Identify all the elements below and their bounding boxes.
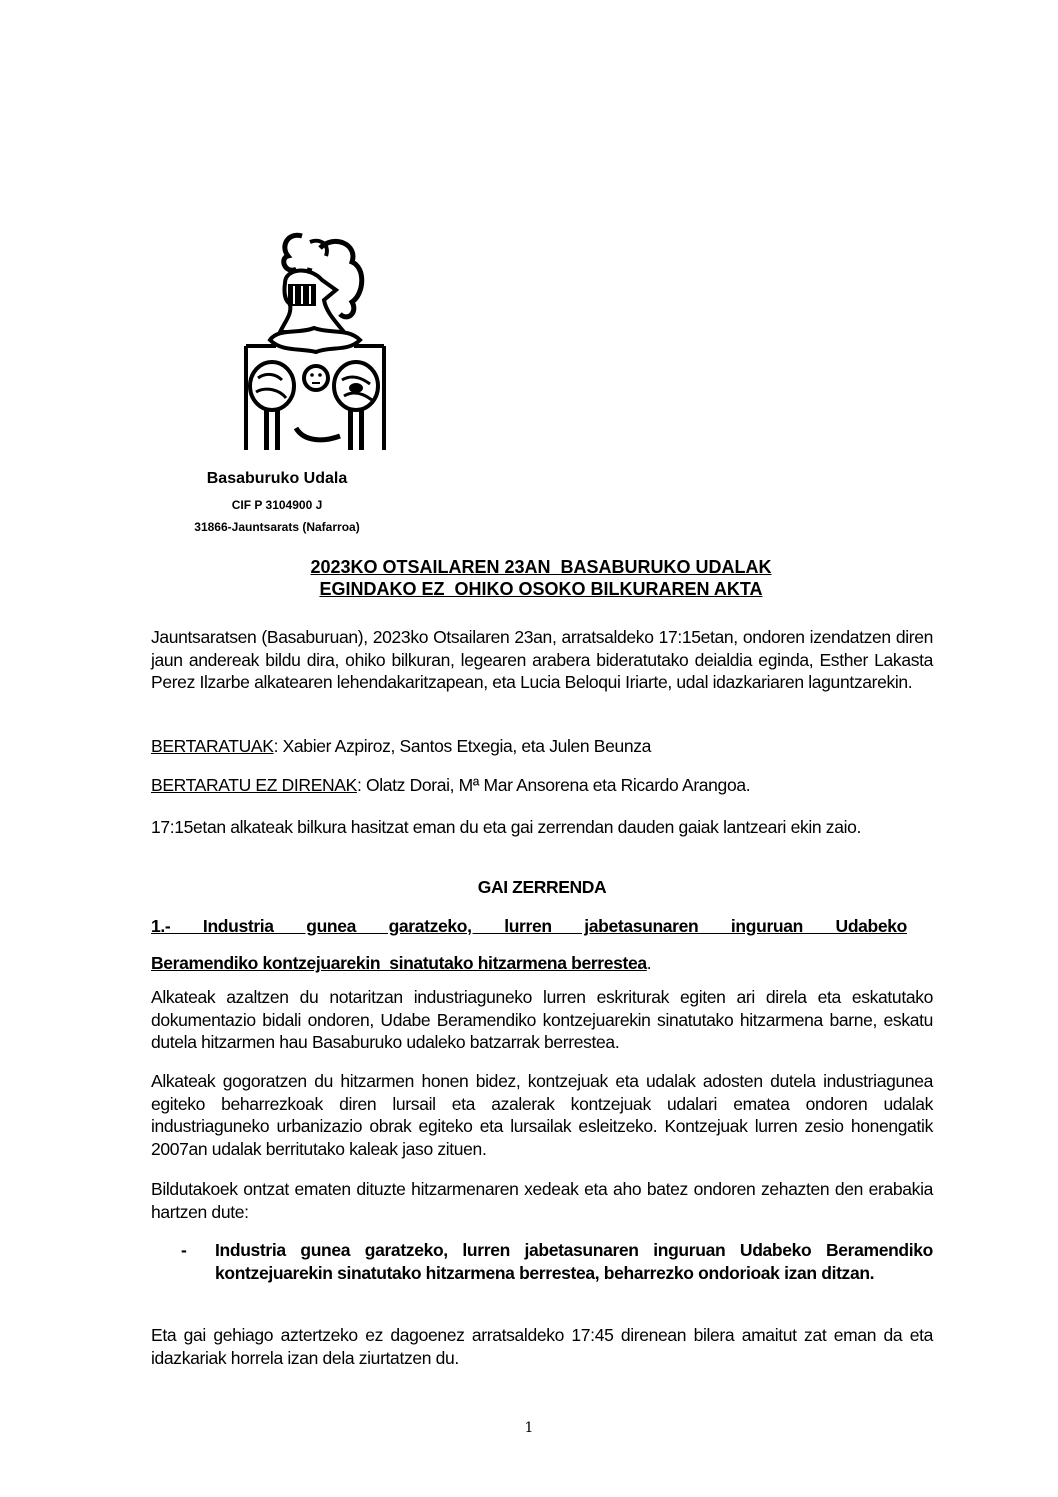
- organization-cif: CIF P 3104900 J: [231, 498, 323, 512]
- absentees-line: [151, 774, 933, 797]
- agenda-item-1-title-line-2: [151, 953, 651, 974]
- agenda-item-1-title-line-1: 1.- Industria gunea garatzeko, lurren jabetasunaren inguruan Udabeko: [151, 916, 907, 936]
- opening-paragraph: 17:15etan alkateak bilkura hasitzat eman du eta gai zerrendan dauden gaiak lantzeari ekin zaio.: [151, 817, 862, 837]
- agenda-heading: GAI ZERRENDA: [477, 877, 607, 897]
- page-number: 1: [524, 1420, 534, 1436]
- absentees-label: BERTARATU EZ DIRENAK: [151, 775, 357, 795]
- bullet-dash: -: [181, 1240, 187, 1260]
- title-line-1: 2023KO OTSAILAREN 23AN BASABURUKO UDALAK: [310, 557, 772, 577]
- attendees-label: BERTARATUAK: [151, 736, 274, 756]
- item-1-paragraph-1: Alkateak azaltzen du notaritzan industriaguneko lurren eskriturak egiten ari direla eta eskatutako dokumentazio bidali ondoren, Udabe Beramendiko kontzejuarekin sinatutako hitzarmena barne, eskatu dutela hitzarmen hau Basaburuko udaleko batzarrak berrestea.: [151, 987, 933, 1052]
- document-title: [150, 556, 932, 600]
- item-1-paragraph-2: Alkateak gogoratzen du hitzarmen honen bidez, kontzejuak eta udalak adosten dutela industriagunea egiteko beharrezkoak diren lursail eta azalerak kontzejuak udalari ematea ondoren udalak industriaguneko urbanizazio obrak egiteko eta lursailak esleitzeko. Kontzejuak lurren zesio honengatik 2007an udalak berritutako kaleak jaso zituen.: [151, 1071, 933, 1159]
- resolution-text: Industria gunea garatzeko, lurren jabetasunaren inguruan Udabeko Beramendiko kontzejuarekin sinatutako hitzarmena berrestea, beharrezko ondorioak izan ditzan.: [215, 1240, 933, 1283]
- organization-name: Basaburuko Udala: [206, 470, 348, 487]
- intro-paragraph: Jauntsaratsen (Basaburuan), 2023ko Otsailaren 23an, arratsaldeko 17:15etan, ondoren izendatzen diren jaun andereak bildu dira, ohiko bilkuran, legearen arabera bideratutako deialdia eginda, Esther Lakasta Perez Ilzarbe alkatearen lehendakaritzapean, eta Lucia Beloqui Iriarte, udal idazkariaren laguntzarekin.: [151, 627, 933, 692]
- absentees-names: : Olatz Dorai, Mª Mar Ansorena eta Ricardo Arangoa.: [356, 775, 751, 795]
- agenda-item-1-title-end: .: [646, 953, 652, 973]
- closing-paragraph: Eta gai gehiago aztertzeko ez dagoenez arratsaldeko 17:45 direnean bilera amaitut zat eman da eta idazkariak horrela izan dela ziurtatzen du.: [151, 1325, 933, 1368]
- attendees-names: : Xabier Azpiroz, Santos Etxegia, eta Julen Beunza: [273, 736, 652, 756]
- agenda-item-1-title-text: Beramendiko kontzejuarekin sinatutako hitzarmena berrestea: [151, 953, 647, 973]
- coat-of-arms-icon: [240, 228, 390, 453]
- attendees-line: [151, 735, 933, 758]
- organization-address: 31866-Jauntsarats (Nafarroa): [194, 520, 360, 534]
- item-1-paragraph-3: Bildutakoek ontzat ematen dituzte hitzarmenaren xedeak eta aho batez ondoren zehazten den erabakia hartzen dute:: [151, 1179, 933, 1222]
- title-line-2: EGINDAKO EZ OHIKO OSOKO BILKURAREN AKTA: [319, 579, 763, 599]
